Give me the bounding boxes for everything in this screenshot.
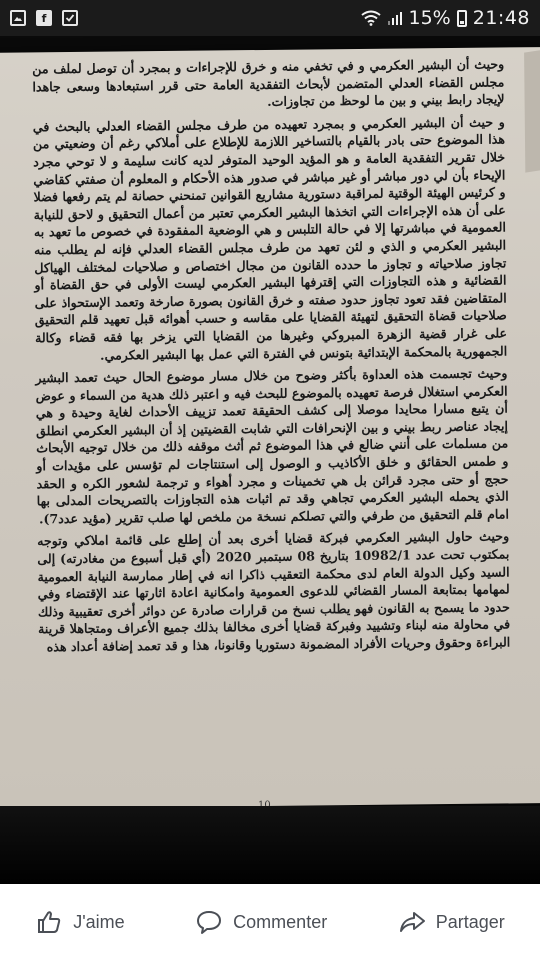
document-text — [32, 55, 510, 661]
paragraph: وحيث تجسمت هذه العداوة بأكثر وضوح من خلال مسار موضوع الحال حيث تعمد البشير العكرمي استغلال فرصة تعهيده بالموضوع للبحث فيه و اعتبر ذلك هدية من السماء و عوض أن يتبع مسارا محايدا موصلا إلى كشف الحقيقة تعمد تزييف الأحداث لغاية وحيدة و هي إيجاد عناصر ربط بيني و بين الإنحرافات التي شابت القضيتين إذ أن البشير العكرمي انطلق من مسلمات على أنني ضالع في هذا الموضوع ثم أثث موقفه ذلك من خلال توجيه الأبحاث و طمس الحقائق و خلق الأكاذيب و الوصول إلى استنتاجات لم تؤسس على مؤيدات أو حجج أو حتى مجرد قرائن بل هي تخمينات و مجرد أهواء و ترجمة لشعور الكره و الحقد الذي يحمله البشير العكرمي تجاهي وقد تم اثبات هذه التجاوزات بالتصريحات المدلى بها امام قلم التحقيق من طرفي والتي تصلكم نسخة من ملخص لها صلب تقرير (مؤيد عدد7). — [35, 365, 509, 527]
clock: 21:48 — [472, 7, 530, 29]
photo-viewer[interactable] — [0, 36, 540, 884]
like-label: J'aime — [73, 911, 125, 932]
system-indicators — [361, 7, 531, 29]
comment-icon — [195, 908, 223, 936]
facebook-icon: f — [36, 10, 52, 26]
share-button[interactable] — [398, 908, 505, 936]
share-label: Partager — [435, 911, 505, 932]
gallery-icon — [10, 10, 26, 26]
paragraph: و حيث أن البشير العكرمي و بمجرد تعهيده من طرف مجلس القضاء العدلي بالبحث في هذا الموضوع حتى بادر بالقيام بالتساخير اللازمة للإطلاع على أملاكي رغم أن وضعيتي من خلال تقرير التفقدية العامة و هو المؤيد الوحيد المتوفر لديه كانت سليمة و لا توحي مجرد الإيحاء بأن لي دور مباشر أو غير مباشر في صدور هذه الأحكام و المعلوم أن صفتي كقاضي و كرئيس الهيئة الوقتية لمراقبة دستورية مشاريع القوانين تمنحني حصانة لم يتم رفعها فضلا على أن هذه الإجراءات التي اتخذها البشير العكرمي تعتبر من أعمال التحقيق و لاحق للنيابة العمومية في مباشرتها إلا في حالة التلبس و هي الوضعية المفقودة في خصوص ما تعهد به البشير العكرمي و الذي و لئن تعهد من طرف مجلس القضاء العدلي فإنه لم يطلب منه تجاوز صلاحياته و تجاوز ما حدده القانون من مجال اختصاص و صلاحيات لمختلف الهياكل القضائية و هذه التجاوزات التي إقترفها البشير العكرمي ليست الأولى في حق القضاة أو المتقاضين فقد تعود تجاوز حدود صفته و خرق القانون بصورة صارخة وتعمد الإستحواذ على صلاحيات قضاة التحقيق لتهيئة القضايا على مقاسه و حسب أهوائه قبل تعهيد قلم التحقيق على غرار قضية الزهرة المبروكي وغيرها من القضايا التي يزخر بها فقه قضاء وكالة الجمهورية بالمحكمة الإبتدائية بتونس في الفترة التي عمل بها البشير العكرمي. — [32, 114, 508, 363]
page-fold — [524, 50, 540, 173]
comment-label: Commenter — [233, 911, 328, 932]
like-button[interactable] — [35, 908, 124, 936]
checkbox-icon — [62, 10, 78, 26]
action-bar — [0, 884, 540, 960]
wifi-icon — [361, 10, 381, 26]
battery-percent: 15% — [408, 7, 451, 29]
comment-button[interactable] — [195, 908, 327, 936]
dark-background — [0, 806, 540, 884]
paragraph: وحيث أن البشير العكرمي و في تخفي منه و خرق للإجراءات و بمجرد أن توصل لملف من مجلس القضاء العدلي المتضمن لأبحاث التفقدية العامة حتى قرر استبعادها وسعى جاهدا لإيجاد رابط بيني و بين ما لوحظ من تجاوزات. — [32, 56, 505, 110]
paragraph: وحيث حاول البشير العكرمي فبركة قضايا أخرى بعد أن إطلع على قائمة املاكي وتوجه بمكتوب تحت عدد 10982/1 بتاريخ 08 سبتمبر 2020 (أي قبل أسبوع من مغادرته) إلى السيد وكيل الدولة العام لدى محكمة التعقيب ذاكرا انه في إطار ممارسة النيابة العمومية لمهامها بمتابعة المسار القضائي للدعوى العمومية وامكانية اعادة اثارتها عند الإقتضاء وفي حدود ما يسمح به القانون فهو يطلب نسخ من قرارات صادرة عن دوائر أخرى تعقيبية وذلك في محاولة منه لبناء وتشييد وفبركة قضايا أخرى مخالفا بذلك جميع الأعراف ومتجاهلا قرينة البراءة وحقوق وحريات الأفراد المضمونة دستوريا وقانونا، هذا و قد تعمد إضافة أعداد هذه — [37, 528, 511, 655]
document-page — [0, 47, 540, 809]
share-icon — [398, 908, 426, 936]
notification-icons — [10, 10, 78, 26]
battery-icon — [457, 10, 467, 27]
signal-icon — [387, 10, 403, 26]
thumbs-up-icon — [35, 908, 63, 936]
status-bar — [0, 0, 540, 36]
